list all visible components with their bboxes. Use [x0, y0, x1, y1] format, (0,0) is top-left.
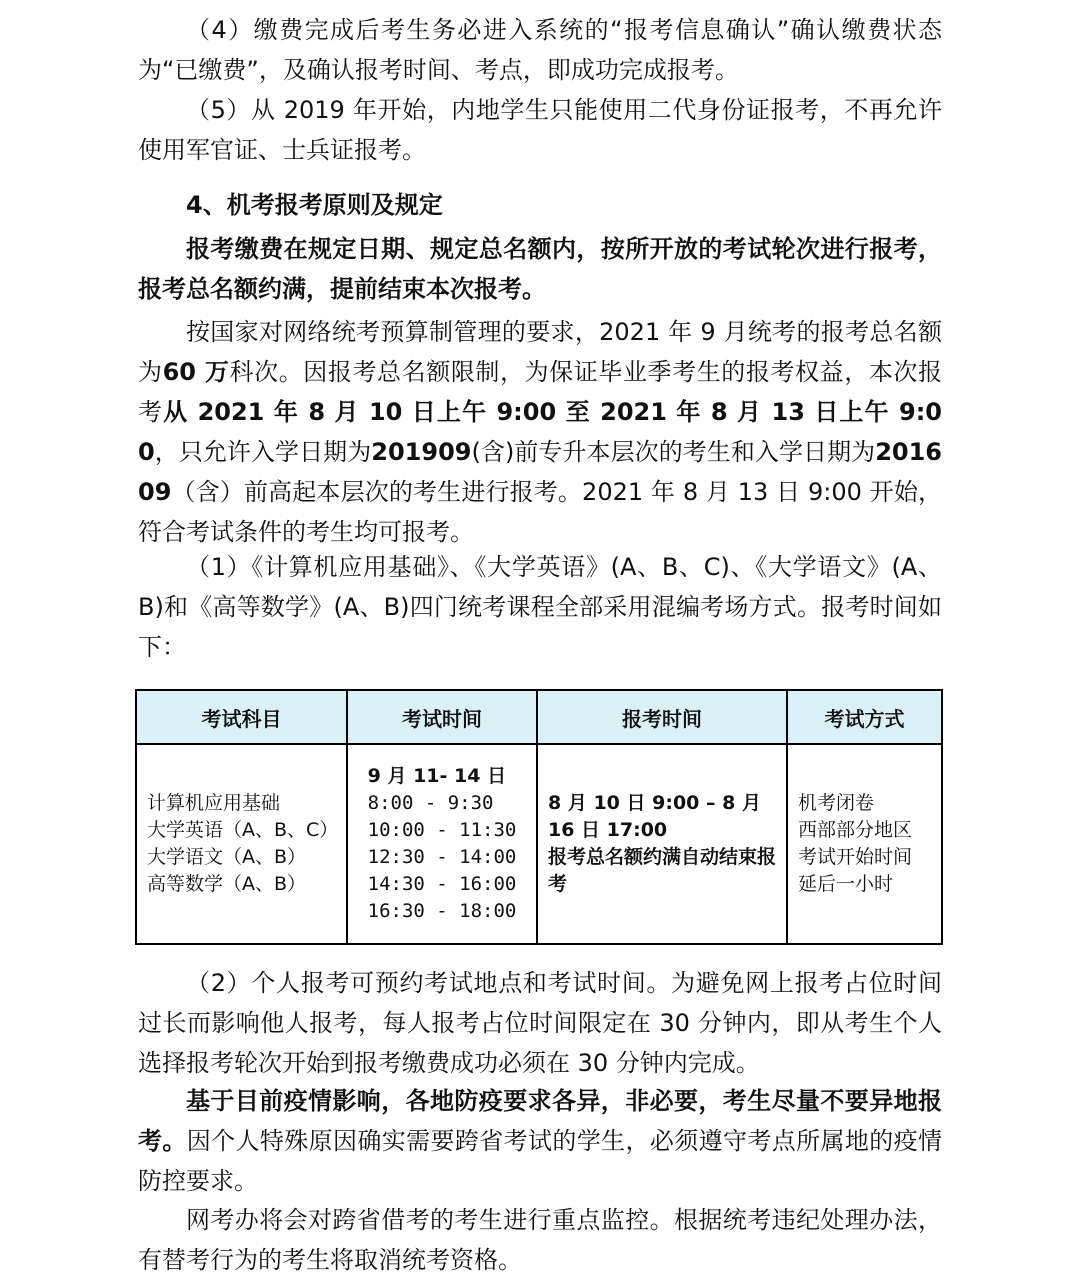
method-line: 西部部分地区: [798, 819, 913, 841]
register-time: 8 月 10 日 9:00 – 8 月 16 日 17:00: [548, 792, 761, 841]
paragraph-monitoring: 网考办将会对跨省借考的考生进行重点监控。根据统考违纪处理办法，有替考行为的考生将取消统考资格。: [138, 1206, 942, 1274]
header-subject: 考试科目: [136, 690, 347, 744]
quota-text-c: 科次。因报考总名额限制，为保证毕业季考生的报考权益，本次报考: [138, 358, 942, 426]
paragraph-payment-confirm: （4）缴费完成后考生务必进入系统的“报考信息确认”确认缴费状态为“已缴费”，及确认报考时间、考点，即成功完成报考。: [138, 16, 942, 84]
quota-amount: 60 万: [162, 358, 230, 386]
exam-slot: 14:30 - 16:00: [367, 873, 517, 895]
quota-text-a: 按国家对网络统考预算制管理的要求，2021 年 9 月统考的报考总名额为: [138, 318, 942, 386]
register-note: 报考总名额约满自动结束报考: [548, 846, 777, 895]
paragraph-quota: [138, 312, 942, 552]
method-line: 机考闭卷: [798, 792, 875, 814]
exam-slot: 12:30 - 14:00: [367, 846, 517, 868]
epidemic-rest: 因个人特殊原因确实需要跨省考试的学生，必须遵守考点所属地的疫情防控要求。: [138, 1127, 942, 1195]
method-line: 考试开始时间: [798, 846, 913, 868]
exam-method-cell: [787, 744, 942, 944]
subject-english: 大学英语（A、B、C）: [147, 819, 339, 841]
exam-slot: 8:00 - 9:30: [367, 792, 494, 814]
enroll-date-gqb: 201609: [138, 438, 942, 506]
header-exam-time: 考试时间: [347, 690, 537, 744]
subjects-cell: [136, 744, 347, 944]
exam-slot: 16:30 - 18:00: [367, 900, 517, 922]
register-time-cell: [537, 744, 787, 944]
exam-date: 9 月 11- 14 日: [367, 765, 507, 787]
enroll-date-zsb: 201909: [371, 438, 472, 466]
paragraph-bold-rule: 报考缴费在规定日期、规定总名额内，按所开放的考试轮次进行报考，报考总名额约满，提前结束本次报考。: [138, 235, 942, 303]
table-row: [136, 744, 942, 944]
exam-time-cell: [347, 744, 537, 944]
quota-text-e: ，只允许入学日期为: [154, 438, 372, 466]
section-heading: 4、机考报考原则及规定: [186, 191, 443, 219]
subject-chinese: 大学语文（A、B）: [147, 846, 307, 868]
table-header-row: [136, 690, 942, 744]
header-exam-method: 考试方式: [787, 690, 942, 744]
header-register-time: 报考时间: [537, 690, 787, 744]
subject-math: 高等数学（A、B）: [147, 873, 307, 895]
paragraph-epidemic: [138, 1081, 942, 1201]
epidemic-bold: 基于目前疫情影响，各地防疫要求各异，非必要，考生尽量不要异地报考。: [138, 1087, 942, 1155]
exam-slot: 10:00 - 11:30: [367, 819, 517, 841]
registration-window: 从 2021 年 8 月 10 日上午 9:00 至 2021 年 8 月 13 日上午 9:00: [138, 398, 942, 466]
subject-computer: 计算机应用基础: [147, 792, 281, 814]
method-line: 延后一小时: [798, 873, 894, 895]
paragraph-mixed-exam: （1）《计算机应用基础》、《大学英语》(A、B、C)、《大学语文》(A、B)和《高等数学》(A、B)四门统考课程全部采用混编考场方式。报考时间如下：: [138, 553, 942, 661]
quota-text-g: (含)前专升本层次的考生和入学日期为: [471, 438, 876, 466]
paragraph-booking-limit: （2）个人报考可预约考试地点和考试时间。为避免网上报考占位时间过长而影响他人报考，每人报考占位时间限定在 30 分钟内，即从考生个人选择报考轮次开始到报考缴费成功必须在 30 分钟内完成。: [138, 969, 942, 1077]
paragraph-id-card-rule: （5）从 2019 年开始，内地学生只能使用二代身份证报考，不再允许使用军官证、士兵证报考。: [138, 96, 942, 164]
quota-text-i: （含）前高起本层次的考生进行报考。2021 年 8 月 13 日 9:00 开始，符合考试条件的考生均可报考。: [138, 478, 942, 546]
exam-schedule-table: [135, 689, 943, 945]
